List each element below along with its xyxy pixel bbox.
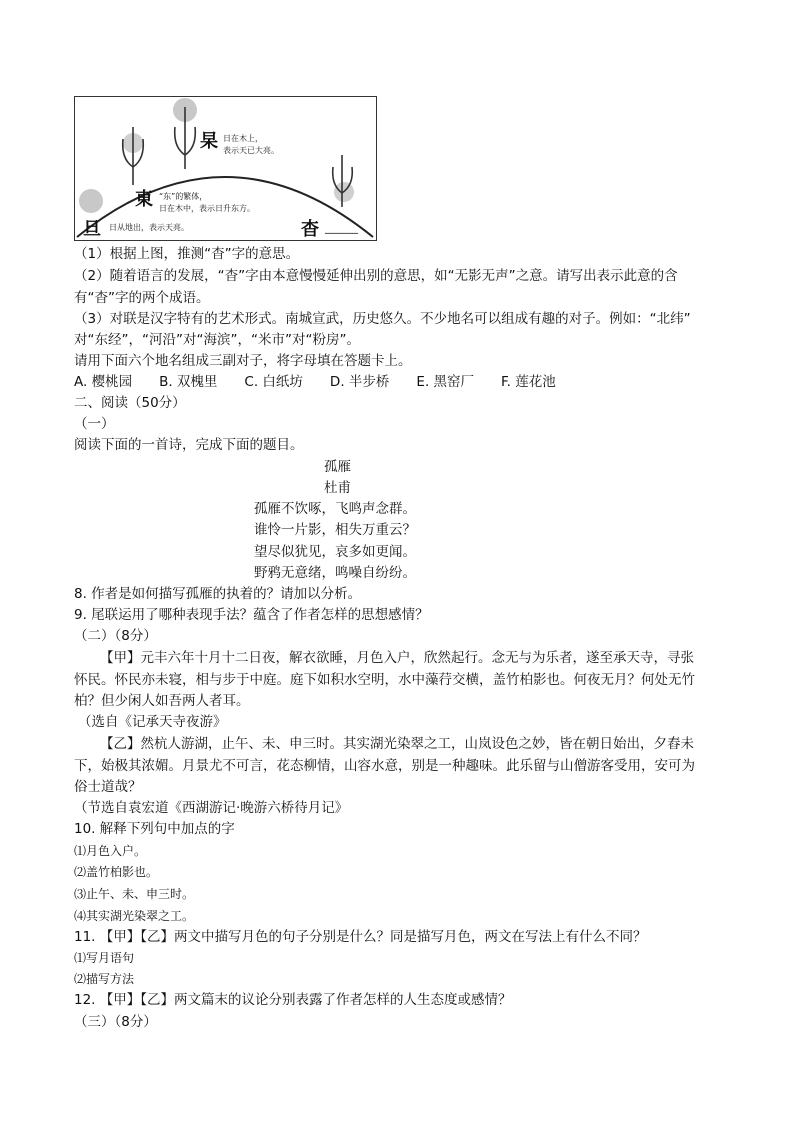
passage-yi-line1: 【乙】然杭人游湖，止午、未、申三时。其实湖光染翠之工，山岚设色之妙，皆在朝日始出，夕舂未 (100, 736, 694, 752)
poem-line-3: 望尽似犹见，哀多如更闻。 (254, 544, 416, 560)
note-dong (159, 191, 255, 215)
figure-drawing (75, 97, 375, 239)
part-1-heading: （一） (74, 416, 115, 432)
passage-yi-line3: 俗士道哉？ (74, 779, 142, 795)
part-2-heading: （二）（8分） (74, 628, 157, 644)
char-yao: 杳 (301, 219, 319, 240)
poem-author: 杜甫 (324, 480, 351, 496)
question-10-item-4: ⑷其实湖光染翠之工。 (74, 909, 195, 923)
question-10-item-2: ⑵盖竹柏影也。 (74, 865, 159, 879)
note-dong-line1: “东”的繁体， (159, 192, 208, 201)
character-evolution-figure (74, 96, 377, 241)
poem-line-2: 谁怜一片影，相失万重云？ (254, 522, 416, 538)
poem-title: 孤雁 (324, 459, 351, 475)
question-8: 8. 作者是如何描写孤雁的执着的？请加以分析。 (74, 586, 362, 602)
note-dan: 日从地出，表示天亮。 (109, 223, 189, 232)
question-12: 12. 【甲】【乙】两文篇末的议论分别表露了作者怎样的人生态度或感情？ (74, 992, 512, 1008)
note-gao-line1: 日在木上， (223, 134, 263, 143)
char-dan: 旦 (83, 219, 101, 240)
char-gao: 杲 (200, 131, 218, 152)
note-dong-line2: 日在木中，表示日升东方。 (159, 204, 255, 213)
question-3-line2: 对“东经”，“河沿”对“海滨”，“米市”对“粉房”。 (74, 332, 360, 348)
note-gao-line2: 表示天已大亮。 (223, 146, 279, 155)
note-gao (223, 133, 279, 157)
question-3-line3: 请用下面六个地名组成三副对子，将字母填在答题卡上。 (74, 353, 412, 369)
question-2-line2: 有“杳”字的两个成语。 (74, 290, 210, 306)
passage-yi-source: （节选自袁宏道《西湖游记·晚游六桥待月记》 (74, 800, 349, 816)
char-dong: 東 (135, 189, 153, 210)
question-11-item-2: ⑵描写方法 (74, 972, 135, 986)
passage-jia-line3: 柏？但少闲人如吾两人者耳。 (74, 693, 250, 709)
poem-line-1: 孤雁不饮啄，飞鸣声念群。 (254, 501, 416, 517)
question-9: 9. 尾联运用了哪种表现手法？蕴含了作者怎样的思想感情？ (74, 607, 429, 623)
question-11: 11. 【甲】【乙】两文中描写月色的句子分别是什么？同是描写月色，两文在写法上有什么不同？ (74, 929, 647, 945)
question-2-line1: （2）随着语言的发展，“杳”字由本意慢慢延伸出别的意思，如“无影无声”之意。请写出表示此意的含 (74, 268, 678, 284)
passage-jia-line1: 【甲】元丰六年十月十二日夜，解衣欲睡，月色入户，欣然起行。念无与为乐者，遂至承天寺，寻张 (100, 650, 694, 666)
poem-instruction: 阅读下面的一首诗，完成下面的题目。 (74, 437, 304, 453)
poem-line-4: 野鸦无意绪，鸣噪自纷纷。 (254, 565, 416, 581)
answer-blank: ______ (325, 221, 358, 234)
question-10-item-3: ⑶止午、未、申三时。 (74, 887, 195, 901)
passage-jia-line2: 怀民。怀民亦未寝，相与步于中庭。庭下如积水空明，水中藻荇交横，盖竹柏影也。何夜无月？何处无竹 (74, 672, 695, 688)
question-11-item-1: ⑴写月语句 (74, 951, 135, 965)
passage-yi-line2: 下，始极其浓媚。月景尤不可言，花态柳情，山容水意，别是一种趣味。此乐留与山僧游客受用，安可为 (74, 758, 695, 774)
question-10: 10. 解释下列句中加点的字 (74, 821, 235, 837)
question-10-item-1: ⑴月色入户。 (74, 844, 147, 858)
section-2-heading: 二、阅读（50分） (74, 395, 186, 411)
question-3-line1: （3）对联是汉字特有的艺术形式。南城宣武，历史悠久。不少地名可以组成有趣的对子。例如：“北纬” (74, 311, 691, 327)
question-1: （1）根据上图，推测“杳”字的意思。 (74, 246, 300, 262)
place-name-options: A. 樱桃园 B. 双槐里 C. 白纸坊 D. 半步桥 E. 黑窑厂 F. 莲花池 (74, 374, 556, 390)
part-3-heading: （三）（8分） (74, 1014, 157, 1030)
passage-jia-source: （选自《记承天寺夜游》 (78, 714, 227, 730)
